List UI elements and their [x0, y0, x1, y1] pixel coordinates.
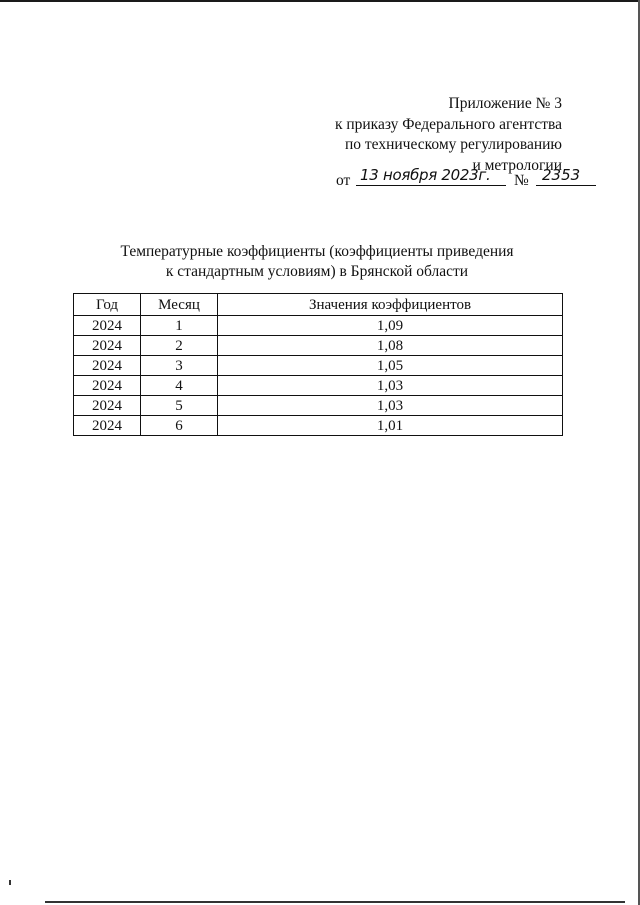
appendix-header	[335, 94, 562, 176]
cell-year: 2024	[74, 356, 141, 376]
cell-value: 1,03	[218, 396, 563, 416]
column-header-year: Год	[74, 294, 141, 316]
scan-top-edge	[0, 0, 640, 2]
table-row	[74, 376, 563, 396]
order-date-number-line	[336, 166, 581, 194]
cell-year: 2024	[74, 336, 141, 356]
handwritten-order-number: 2353	[536, 166, 596, 186]
table-row	[74, 356, 563, 376]
scan-bottom-edge	[45, 901, 625, 903]
title-line-2: к стандартным условиям) в Брянской области	[165, 262, 469, 280]
title-line-1: Температурные коэффициенты (коэффициенты приведения	[120, 243, 514, 260]
cell-year: 2024	[74, 396, 141, 416]
appendix-number: Приложение № 3	[448, 95, 562, 112]
cell-month: 2	[141, 336, 218, 356]
cell-month: 1	[141, 316, 218, 336]
column-header-value: Значения коэффициентов	[218, 294, 563, 316]
number-label: №	[514, 172, 529, 189]
cell-month: 6	[141, 416, 218, 436]
cell-month: 4	[141, 376, 218, 396]
agency-name-line-1: по техническому регулированию	[344, 136, 562, 153]
scan-speck	[9, 880, 11, 885]
table-row	[74, 396, 563, 416]
cell-year: 2024	[74, 416, 141, 436]
table-row	[74, 336, 563, 356]
cell-value: 1,01	[218, 416, 563, 436]
cell-month: 5	[141, 396, 218, 416]
agency-name-line-2: и метрологии	[472, 156, 562, 174]
cell-year: 2024	[74, 316, 141, 336]
handwritten-date: 13 ноября 2023г.	[356, 166, 506, 186]
column-header-month: Месяц	[141, 294, 218, 316]
table-row	[74, 316, 563, 336]
document-title	[72, 242, 562, 281]
cell-value: 1,03	[218, 376, 563, 396]
cell-month: 3	[141, 356, 218, 376]
coefficients-table	[73, 293, 563, 436]
cell-year: 2024	[74, 376, 141, 396]
cell-value: 1,09	[218, 316, 563, 336]
order-reference: к приказу Федерального агентства	[334, 115, 562, 133]
table-row	[74, 416, 563, 436]
cell-value: 1,05	[218, 356, 563, 376]
table-header-row	[74, 294, 563, 316]
cell-value: 1,08	[218, 336, 563, 356]
from-label: от	[336, 172, 351, 189]
